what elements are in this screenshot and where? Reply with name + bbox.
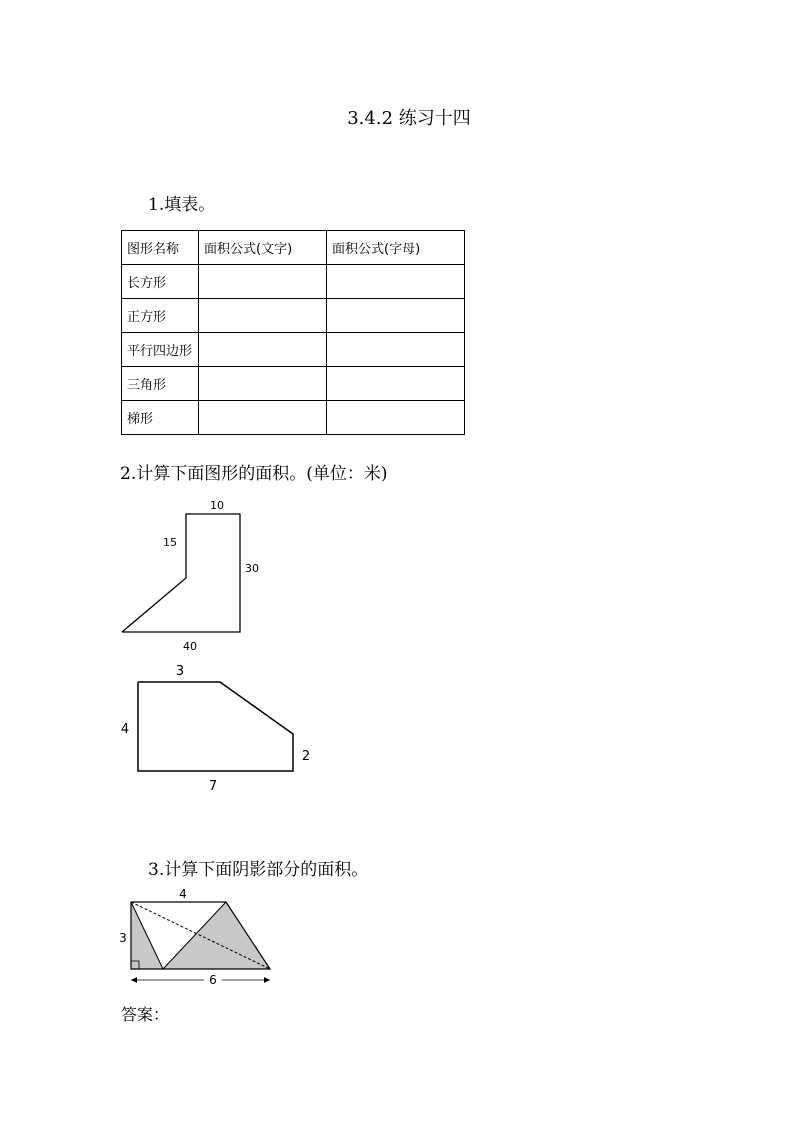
question-3-heading: 3.计算下面阴影部分的面积。 (148, 860, 369, 880)
shape-name-cell: 三角形 (122, 367, 199, 401)
label-bottom-40: 40 (183, 640, 197, 653)
table-header-cell: 面积公式(字母) (327, 231, 465, 265)
label-top-10: 10 (210, 499, 224, 512)
label-top-3: 3 (175, 664, 185, 679)
dimension-arrow-right (264, 977, 270, 983)
label-left-3: 3 (119, 931, 127, 945)
label-right-2: 2 (301, 749, 311, 764)
dimension-arrow-left (131, 977, 137, 983)
label-left-4: 4 (120, 722, 130, 737)
shape-name-cell: 平行四边形 (122, 333, 199, 367)
shape-name-cell: 正方形 (122, 299, 199, 333)
shape-name-cell: 长方形 (122, 265, 199, 299)
label-right-30: 30 (245, 562, 259, 575)
label-top-4: 4 (179, 887, 187, 901)
label-bottom-6: 6 (209, 973, 217, 987)
table-header-cell: 面积公式(文字) (199, 231, 327, 265)
question-1-heading: 1.填表。 (148, 195, 216, 215)
shape-name-cell: 梯形 (122, 401, 199, 435)
table-header-cell: 图形名称 (122, 231, 199, 265)
question-2-heading: 2.计算下面图形的面积。(单位：米) (120, 464, 388, 484)
answer-label: 答案： (121, 1005, 170, 1024)
label-slant-15: 15 (163, 536, 177, 549)
page-title: 3.4.2 练习十四 (347, 108, 471, 129)
label-bottom-7: 7 (208, 779, 218, 794)
